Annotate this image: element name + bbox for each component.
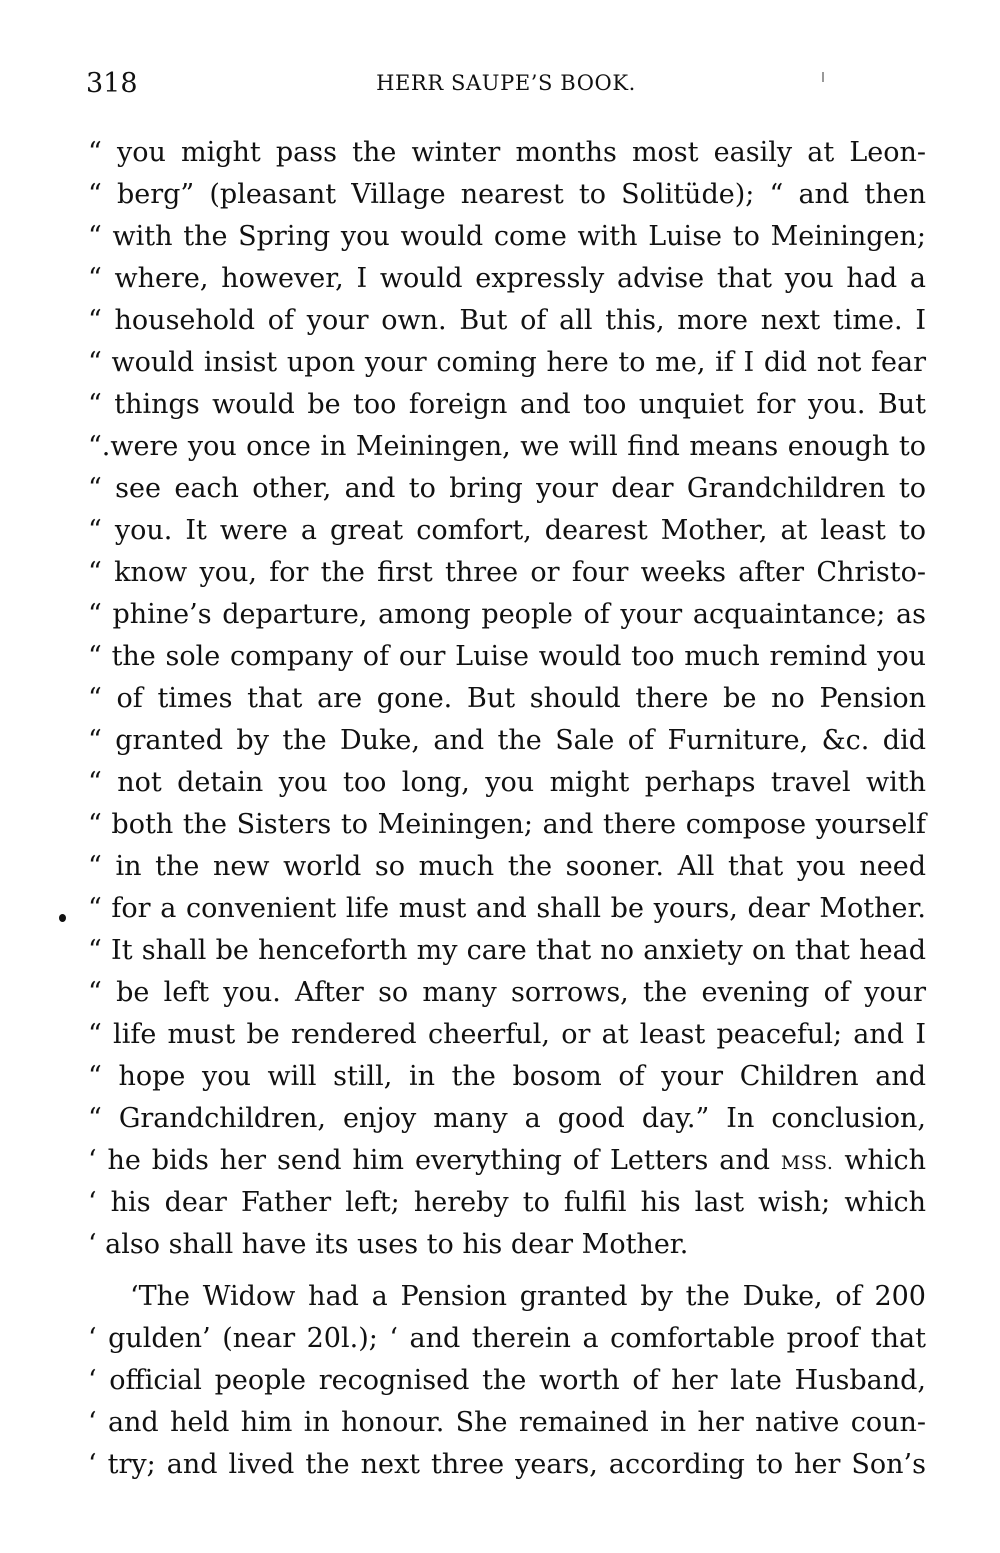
text-line: ‘ his dear Father left; hereby to fulfil his last wish; which <box>88 1187 926 1218</box>
text-line: “ berg” (pleasant Village nearest to Solitüde); “ and then <box>88 179 926 210</box>
paragraph-start-line: ‘The Widow had a Pension granted by the Duke, of 200 <box>130 1281 926 1312</box>
text-line: ‘ and held him in honour. She remained in her native coun- <box>88 1407 926 1438</box>
text-line: “ life must be rendered cheerful, or at least peaceful; and I <box>88 1019 926 1050</box>
text-line: “ of times that are gone. But should there be no Pension <box>88 683 926 714</box>
text-line: “ would insist upon your coming here to me, if I did not fear <box>88 347 926 378</box>
text-line: “ phine’s departure, among people of your acquaintance; as <box>88 599 926 630</box>
margin-mark <box>59 914 66 922</box>
text-line: “ hope you will still, in the bosom of your Children and <box>88 1061 926 1092</box>
text-line: “ with the Spring you would come with Luise to Meiningen; <box>88 221 926 252</box>
paragraph-gap <box>88 1266 926 1276</box>
text-line: “ not detain you too long, you might perhaps travel with <box>88 767 926 798</box>
text-line: “ It shall be henceforth my care that no anxiety on that head <box>88 935 926 966</box>
text-line: “ for a convenient life must and shall be yours, dear Mother. <box>88 893 926 924</box>
text-line: ‘ try; and lived the next three years, according to her Son’s <box>88 1449 926 1480</box>
page-number: 318 <box>86 68 138 99</box>
text-line: “ granted by the Duke, and the Sale of Furniture, &c. did <box>88 725 926 756</box>
text-line: “ know you, for the first three or four weeks after Christo- <box>88 557 926 588</box>
text-line: “ the sole company of our Luise would too much remind you <box>88 641 926 672</box>
text-line: “ things would be too foreign and too unquiet for you. But <box>88 389 926 420</box>
mss-abbreviation: MSS. <box>780 1152 834 1174</box>
text-line: ‘ official people recognised the worth of her late Husband, <box>88 1365 926 1396</box>
text-line: “.were you once in Meiningen, we will find means enough to <box>88 431 926 462</box>
running-title: HERR SAUPE’S BOOK. <box>376 71 636 95</box>
text-line: ‘ gulden’ (near 20l.); ‘ and therein a comfortable proof that <box>88 1323 926 1354</box>
text-line: “ household of your own. But of all this, more next time. I <box>88 305 926 336</box>
paragraph-end-line: ‘ also shall have its uses to his dear Mother. <box>88 1229 689 1260</box>
text-line: “ both the Sisters to Meiningen; and there compose yourself <box>88 809 926 840</box>
text-line: “ you might pass the winter months most easily at Leon- <box>88 137 926 168</box>
text-line: “ Grandchildren, enjoy many a good day.” In conclusion, <box>88 1103 926 1134</box>
text-fragment: which <box>833 1145 927 1176</box>
text-line: “ see each other, and to bring your dear Grandchildren to <box>88 473 926 504</box>
text-line: “ be left you. After so many sorrows, the evening of your <box>88 977 926 1008</box>
page-header <box>86 68 926 108</box>
text-line: “ you. It were a great comfort, dearest Mother, at least to <box>88 515 926 546</box>
text-line-mss <box>88 1140 926 1182</box>
body-text <box>88 132 926 1486</box>
text-line: “ where, however, I would expressly advise that you had a <box>88 263 926 294</box>
text-fragment: ‘ he bids her send him everything of Letters and <box>88 1145 781 1176</box>
text-line: “ in the new world so much the sooner. All that you need <box>88 851 926 882</box>
